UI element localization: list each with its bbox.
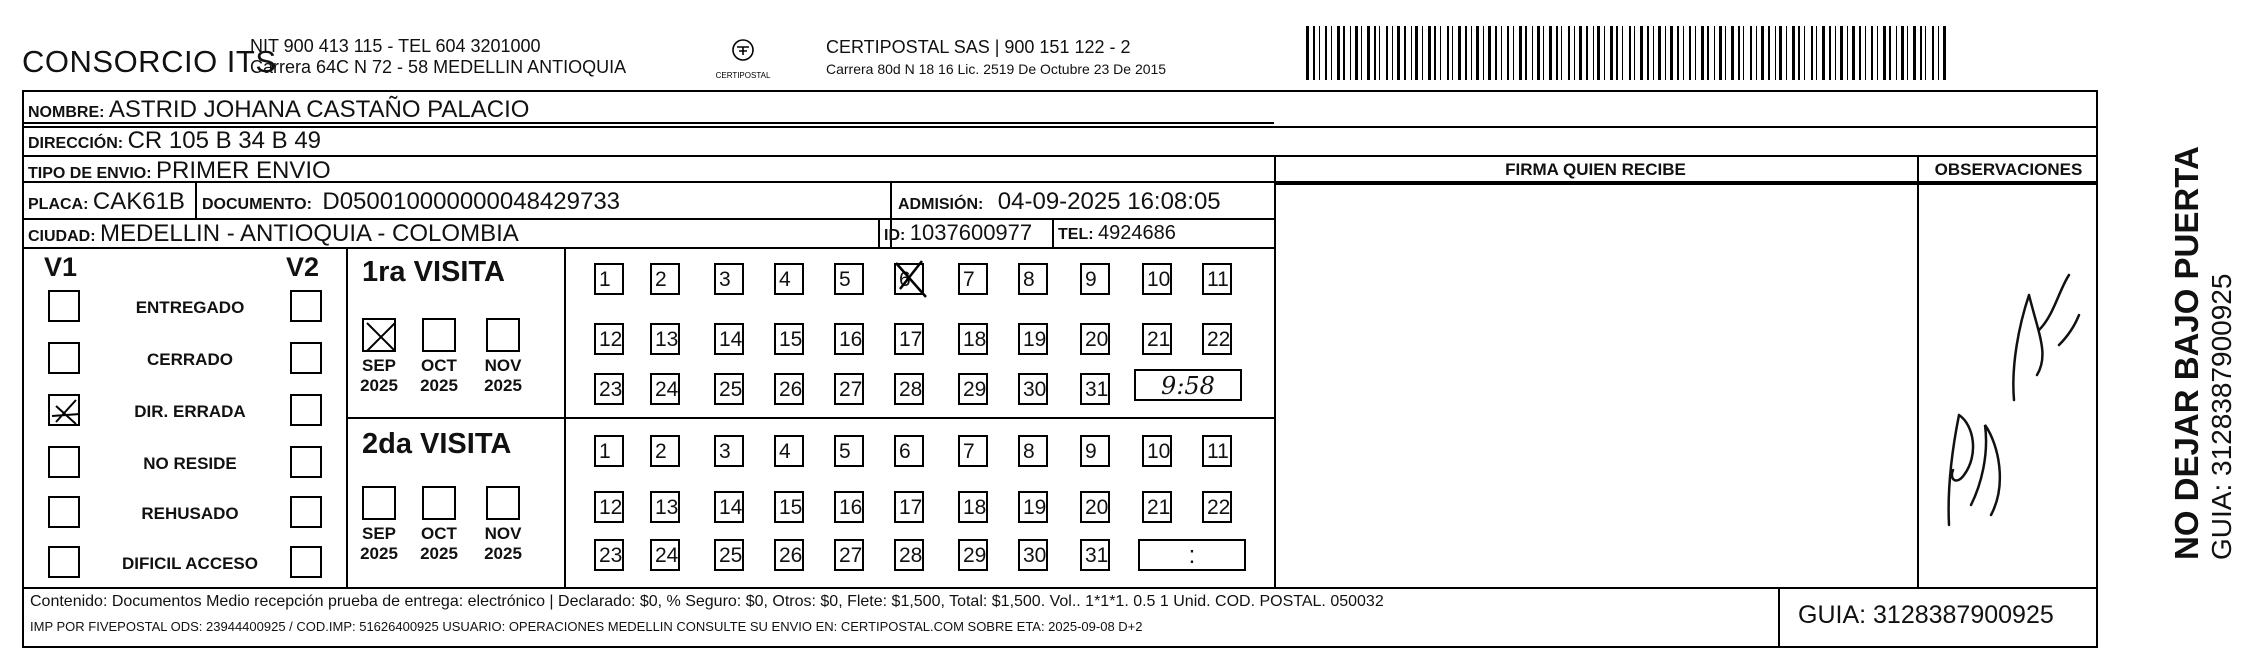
handwritten-signature <box>1919 185 2098 585</box>
first-visit-day[interactable]: 7 <box>958 263 988 295</box>
first-visit-day[interactable]: 9 <box>1080 263 1110 295</box>
first-visit-month-checkbox[interactable] <box>486 318 520 352</box>
second-visit-day[interactable]: 14 <box>714 491 744 523</box>
certipostal-logo <box>712 36 774 86</box>
v1-checkbox[interactable] <box>48 342 80 374</box>
first-visit-day[interactable]: 19 <box>1018 323 1048 355</box>
month-name: OCT <box>421 356 457 375</box>
tel-cell <box>1058 222 1176 245</box>
plate-value: CAK61B <box>92 188 185 215</box>
second-visit-day[interactable]: 23 <box>594 539 624 571</box>
second-visit-day[interactable]: 29 <box>958 539 988 571</box>
first-visit-day[interactable]: 22 <box>1202 323 1232 355</box>
company-address: Carrera 64C N 72 - 58 MEDELLIN ANTIOQUIA <box>250 57 627 77</box>
second-visit-day[interactable]: 24 <box>650 539 680 571</box>
v1-header: V1 <box>44 252 78 282</box>
month-label <box>478 356 528 396</box>
send-type-row <box>28 157 331 185</box>
first-visit-time[interactable]: 9:58 <box>1134 369 1242 401</box>
send-type-value: PRIMER ENVIO <box>156 157 331 184</box>
second-visit-day[interactable]: 2 <box>650 435 680 467</box>
first-visit-day[interactable]: 31 <box>1080 373 1110 405</box>
address-row <box>28 127 321 155</box>
first-visit-day[interactable]: 4 <box>774 263 804 295</box>
first-visit-day[interactable]: 2 <box>650 263 680 295</box>
first-visit-day[interactable]: 29 <box>958 373 988 405</box>
second-visit-day[interactable]: 6 <box>894 435 924 467</box>
second-visit-title: 2da VISITA <box>362 428 512 460</box>
second-visit-day[interactable]: 7 <box>958 435 988 467</box>
month-year: 2025 <box>360 544 398 563</box>
name-label: NOMBRE: <box>28 104 105 121</box>
second-visit-day[interactable]: 5 <box>834 435 864 467</box>
first-visit-day[interactable]: 23 <box>594 373 624 405</box>
month-label <box>414 356 464 396</box>
id-cell <box>884 220 1032 246</box>
send-type-label: TIPO DE ENVIO: <box>28 165 152 182</box>
second-visit-day[interactable]: 10 <box>1142 435 1172 467</box>
month-name: NOV <box>484 356 522 375</box>
v2-checkbox[interactable] <box>290 394 322 426</box>
content-details: Contenido: Documentos Medio recepción prueba de entrega: electrónico | Declarado: $0, % Seguro: $0, Otros: $0, Flete: $1,500, Total: $1,500. Vol.. 1*1*1. 0.5 1 Unid. COD. POSTAL. 050032 <box>30 593 1384 610</box>
month-label <box>354 356 404 396</box>
first-visit-day[interactable]: 14 <box>714 323 744 355</box>
barcode <box>1306 26 1946 80</box>
month-name: OCT <box>421 524 457 543</box>
month-name: SEP <box>361 524 397 543</box>
second-visit-day[interactable]: 15 <box>774 491 804 523</box>
month-year: 2025 <box>420 376 458 395</box>
month-year: 2025 <box>484 376 522 395</box>
second-visit-day[interactable]: 31 <box>1080 539 1110 571</box>
signature-title: FIRMA QUIEN RECIBE <box>1505 160 1686 179</box>
city-value: MEDELLIN - ANTIOQUIA - COLOMBIA <box>100 220 519 247</box>
tel-label: TEL: <box>1058 226 1094 243</box>
v1-checkbox[interactable] <box>48 496 80 528</box>
v1-checkbox[interactable] <box>48 290 80 322</box>
first-visit-day[interactable]: 28 <box>894 373 924 405</box>
second-visit-day[interactable]: 17 <box>894 491 924 523</box>
admission-value: 04-09-2025 16:08:05 <box>997 188 1221 215</box>
courier-line: CERTIPOSTAL SAS | 900 151 122 - 2 <box>826 37 1131 57</box>
v1-checkbox[interactable] <box>48 394 80 426</box>
second-visit-day[interactable]: 25 <box>714 539 744 571</box>
guia-number: GUIA: 3128387900925 <box>1798 601 2054 629</box>
status-label: DIFICIL ACCESO <box>121 554 258 573</box>
company-info <box>250 36 626 78</box>
name-row <box>28 96 529 124</box>
first-visit-day[interactable]: 21 <box>1142 323 1172 355</box>
month-year: 2025 <box>360 376 398 395</box>
month-year: 2025 <box>420 544 458 563</box>
document-cell <box>202 188 620 216</box>
first-visit-title: 1ra VISITA <box>362 256 505 288</box>
document-label: DOCUMENTO: <box>202 196 312 213</box>
admission-cell <box>898 188 1221 216</box>
second-visit-day[interactable]: 28 <box>894 539 924 571</box>
second-visit-day[interactable]: 22 <box>1202 491 1232 523</box>
first-visit-day[interactable]: 26 <box>774 373 804 405</box>
print-details: IMP POR FIVEPOSTAL ODS: 23944400925 / COD.IMP: 51626400925 USUARIO: OPERACIONES MEDELLIN CONSULTE SU ENVIO EN: CERTIPOSTAL.COM SOBRE ETA: 2025-09-08 D+2 <box>30 619 1143 634</box>
plate-cell <box>28 188 185 216</box>
first-visit-day[interactable]: 16 <box>834 323 864 355</box>
second-visit-day[interactable]: 4 <box>774 435 804 467</box>
company-name: CONSORCIO ITS <box>22 44 277 79</box>
month-name: NOV <box>484 524 522 543</box>
status-label: DIR. ERRADA <box>134 402 246 421</box>
courier-info <box>826 36 1166 80</box>
document-value: D050010000000048429733 <box>322 188 621 215</box>
id-value: 1037600977 <box>909 220 1033 245</box>
second-visit-day[interactable]: 1 <box>594 435 624 467</box>
month-label <box>478 524 528 564</box>
month-label <box>354 524 404 564</box>
address-label: DIRECCIÓN: <box>28 135 124 152</box>
id-label: ID: <box>884 227 906 244</box>
tel-value: 4924686 <box>1098 222 1176 244</box>
v1-checkbox[interactable] <box>48 446 80 478</box>
second-visit-day[interactable]: 9 <box>1080 435 1110 467</box>
first-visit-day[interactable]: 27 <box>834 373 864 405</box>
month-label <box>414 524 464 564</box>
second-visit-day[interactable]: 21 <box>1142 491 1172 523</box>
second-visit-day[interactable]: 30 <box>1018 539 1048 571</box>
first-visit-day[interactable]: 24 <box>650 373 680 405</box>
first-visit-day[interactable]: 13 <box>650 323 680 355</box>
second-visit-day[interactable]: 12 <box>594 491 624 523</box>
second-visit-time[interactable]: : <box>1138 539 1246 571</box>
second-visit-day[interactable]: 18 <box>958 491 988 523</box>
first-visit-day[interactable]: 11 <box>1202 263 1232 295</box>
side-notice <box>2168 146 2238 560</box>
first-visit-day[interactable]: 10 <box>1142 263 1172 295</box>
first-visit-day[interactable]: 5 <box>834 263 864 295</box>
name-value: ASTRID JOHANA CASTAÑO PALACIO <box>108 96 530 123</box>
license-line: Carrera 80d N 18 16 Lic. 2519 De Octubre 23 De 2015 <box>826 61 1167 77</box>
v1-checkbox[interactable] <box>48 546 80 578</box>
month-year: 2025 <box>484 544 522 563</box>
status-label: REHUSADO <box>141 504 239 523</box>
second-visit-day[interactable]: 27 <box>834 539 864 571</box>
admission-label: ADMISIÓN: <box>898 196 984 213</box>
first-visit-day[interactable]: 30 <box>1018 373 1048 405</box>
first-visit-month-checkbox[interactable] <box>422 318 456 352</box>
second-visit-day[interactable]: 8 <box>1018 435 1048 467</box>
v2-header: V2 <box>286 252 320 282</box>
first-visit-day[interactable]: 15 <box>774 323 804 355</box>
v2-checkbox[interactable] <box>290 546 322 578</box>
first-visit-day[interactable]: 17 <box>894 323 924 355</box>
month-name: SEP <box>361 356 397 375</box>
status-label: ENTREGADO <box>135 298 245 317</box>
second-visit-month-checkbox[interactable] <box>362 486 396 520</box>
city-label: CIUDAD: <box>28 228 96 245</box>
nit-line: NIT 900 413 115 - TEL 604 3201000 <box>250 36 541 56</box>
address-value: CR 105 B 34 B 49 <box>127 127 322 154</box>
second-visit-day[interactable]: 13 <box>650 491 680 523</box>
v2-checkbox[interactable] <box>290 446 322 478</box>
plate-label: PLACA: <box>28 196 89 213</box>
first-visit-day[interactable]: 3 <box>714 263 744 295</box>
second-visit-month-checkbox[interactable] <box>422 486 456 520</box>
side-guia: GUIA: 3128387900925 <box>2206 273 2237 560</box>
v2-checkbox[interactable] <box>290 342 322 374</box>
first-visit-day[interactable]: 1 <box>594 263 624 295</box>
second-visit-day[interactable]: 3 <box>714 435 744 467</box>
second-visit-day[interactable]: 19 <box>1018 491 1048 523</box>
second-visit-day[interactable]: 16 <box>834 491 864 523</box>
v2-checkbox[interactable] <box>290 290 322 322</box>
first-visit-day[interactable]: 8 <box>1018 263 1048 295</box>
first-visit-day[interactable]: 12 <box>594 323 624 355</box>
city-cell <box>28 220 519 248</box>
observations-title: OBSERVACIONES <box>1934 160 2083 179</box>
first-visit-day[interactable]: 18 <box>958 323 988 355</box>
second-visit-month-checkbox[interactable] <box>486 486 520 520</box>
second-visit-day[interactable]: 26 <box>774 539 804 571</box>
do-not-leave-warning: NO DEJAR BAJO PUERTA <box>2168 146 2205 560</box>
second-visit-day[interactable]: 11 <box>1202 435 1232 467</box>
first-visit-day[interactable]: 25 <box>714 373 744 405</box>
status-label: CERRADO <box>147 350 233 369</box>
first-visit-day[interactable]: 20 <box>1080 323 1110 355</box>
v2-checkbox[interactable] <box>290 496 322 528</box>
status-label: NO RESIDE <box>143 454 237 473</box>
first-visit-day[interactable]: 6 <box>894 263 924 295</box>
first-visit-month-checkbox[interactable] <box>362 318 396 352</box>
logo-text: CERTIPOSTAL <box>715 71 771 80</box>
second-visit-day[interactable]: 20 <box>1080 491 1110 523</box>
